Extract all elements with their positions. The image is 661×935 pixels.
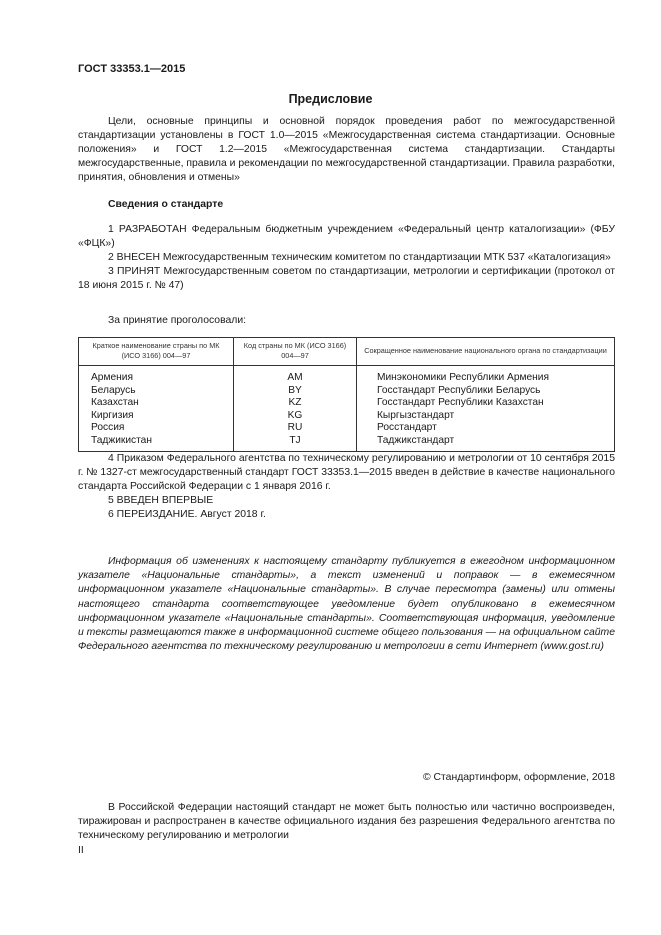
page-number: II [78, 845, 84, 856]
standard-info-items [78, 223, 615, 293]
table-row [79, 385, 615, 398]
vote-line: За принятие проголосовали: [108, 315, 247, 326]
standards-body: Таджикстандарт [357, 435, 615, 452]
country-code: AM [234, 366, 357, 385]
country-name: Армения [79, 366, 234, 385]
info-item-developed: 1 РАЗРАБОТАН Федеральным бюджетным учреждением «Федеральный центр каталогизации» (ФБУ «ФЦК») [78, 224, 615, 249]
table-row [79, 410, 615, 423]
standards-body: Кыргызстандарт [357, 410, 615, 423]
table-header-row [79, 338, 615, 366]
standards-body: Минэкономики Республики Армения [357, 366, 615, 385]
info-item-first-introduced: 5 ВВЕДЕН ВПЕРВЫЕ [108, 495, 214, 506]
country-name: Беларусь [79, 385, 234, 398]
subsection-title: Сведения о стандарте [108, 199, 224, 210]
country-name: Киргизия [79, 410, 234, 423]
info-item-reissue: 6 ПЕРЕИЗДАНИЕ. Август 2018 г. [108, 509, 266, 520]
country-code: KG [234, 410, 357, 423]
standard-info-items-continued [78, 452, 615, 522]
country-code: BY [234, 385, 357, 398]
country-code: TJ [234, 435, 357, 452]
standards-body: Госстандарт Республики Беларусь [357, 385, 615, 398]
changes-info-notice: Информация об изменениях к настоящему стандарту публикуется в ежегодном информационном указателе «Национальные стандарты», а текст изменений и поправок — в ежемесячном информационном указателе «Национальные стандарты». В случае пересмотра (замены) или отмены настоящего стандарта соответствующее уведомление будет опубликовано в ежемесячном информационном указателе «Национальные стандарты». Соответствующая информация, уведомление и тексты размещаются также в информационной системе общего пользования — на официальном сайте Федерального агентства по техническому регулированию и метрологии в сети Интернет (www.gost.ru) [78, 556, 615, 653]
table-row [79, 435, 615, 452]
table-row [79, 422, 615, 435]
header-standards-body: Сокращенное наименование национального органа по стандартизации [357, 338, 615, 366]
country-code: RU [234, 422, 357, 435]
country-name: Россия [79, 422, 234, 435]
copyright-line: © Стандартинформ, оформление, 2018 [422, 772, 615, 783]
section-title: Предисловие [288, 92, 373, 106]
info-item-adopted: 3 ПРИНЯТ Межгосударственным советом по стандартизации, метрологии и сертификации (протокол от 18 июня 2015 г. № 47) [78, 266, 615, 291]
country-name: Таджикистан [79, 435, 234, 452]
intro-paragraph: Цели, основные принципы и основной порядок проведения работ по межгосударственной стандартизации установлены в ГОСТ 1.0—2015 «Межгосударственная система стандартизации. Основные положения» и ГОСТ 1.2—2015 «Межгосударственная система стандартизации. Стандарты межгосударственные, правила и рекомендации по межгосударственной стандартизации. Правила разработки, принятия, обновления и отмены» [78, 116, 615, 183]
info-item-enacted: 4 Приказом Федерального агентства по техническому регулированию и метрологии от 10 сентября 2015 г. № 1327-ст межгосударственный стандарт ГОСТ 33353.1—2015 введен в действие в качестве национального стандарта Российской Федерации с 1 января 2016 г. [78, 453, 615, 492]
countries-table [78, 337, 615, 452]
header-country-code: Код страны по МК (ИСО 3166) 004—97 [234, 338, 357, 366]
table-row [79, 397, 615, 410]
document-code-header: ГОСТ 33353.1—2015 [78, 63, 186, 75]
standards-body: Госстандарт Республики Казахстан [357, 397, 615, 410]
country-name: Казахстан [79, 397, 234, 410]
header-country-name: Краткое наименование страны по МК (ИСО 3166) 004—97 [79, 338, 234, 366]
reproduction-notice: В Российской Федерации настоящий стандарт не может быть полностью или частично воспроизведен, тиражирован и распространен в качестве официального издания без разрешения Федерального агентства по техническому регулированию и метрологии [78, 802, 615, 841]
country-code: KZ [234, 397, 357, 410]
info-item-submitted: 2 ВНЕСЕН Межгосударственным техническим комитетом по стандартизации МТК 537 «Каталогизация» [108, 252, 611, 263]
standards-body: Росстандарт [357, 422, 615, 435]
table-row [79, 366, 615, 385]
